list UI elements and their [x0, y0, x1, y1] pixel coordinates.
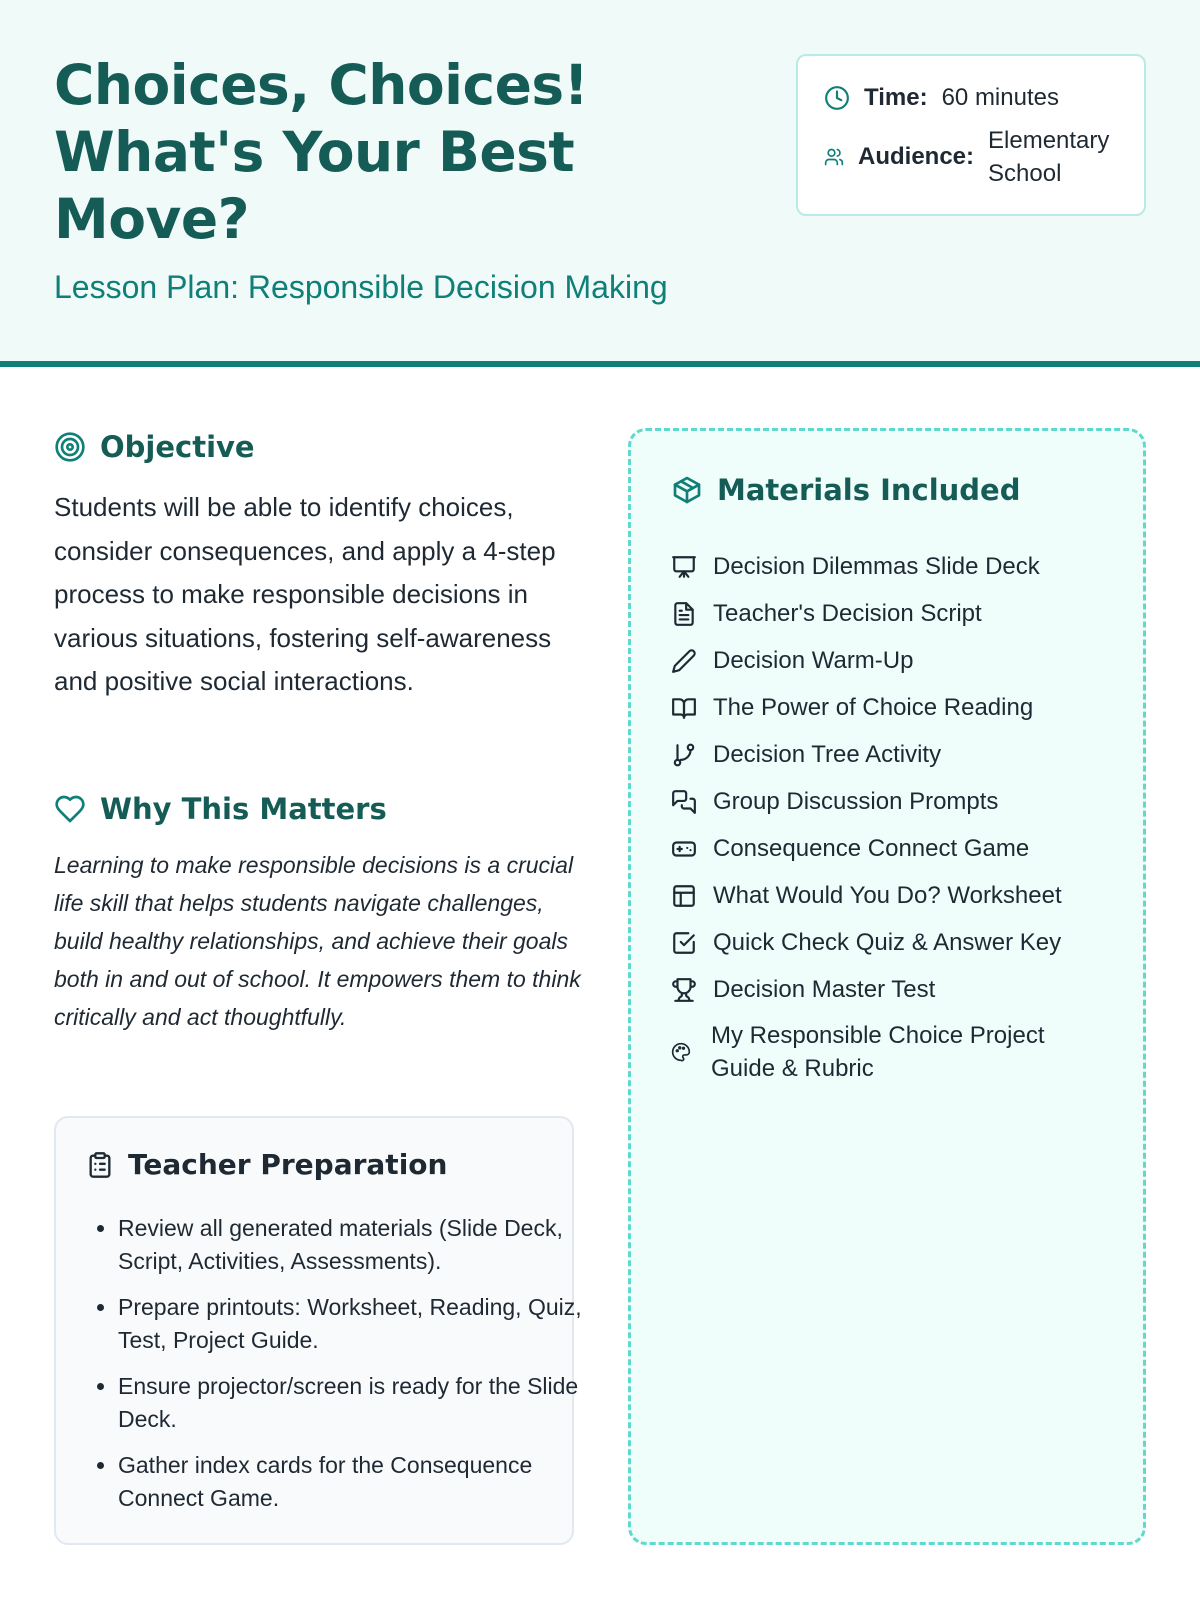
materials-panel [628, 428, 1146, 1545]
document-icon [671, 601, 697, 627]
audience-row [824, 124, 1128, 190]
material-label: Decision Master Test [713, 975, 936, 1003]
material-label: Quick Check Quiz & Answer Key [713, 928, 1062, 956]
clock-icon [824, 85, 850, 111]
material-item [671, 919, 1121, 966]
material-label: The Power of Choice Reading [713, 693, 1034, 721]
why-title: Why This Matters [100, 792, 387, 826]
materials-heading [671, 473, 1020, 507]
lesson-header [0, 0, 1200, 367]
why-heading [54, 792, 387, 826]
presentation-icon [671, 554, 697, 580]
objective-heading [54, 430, 255, 464]
material-item [671, 872, 1121, 919]
material-label: My Responsible Choice Project Guide & Rubric [711, 1022, 1045, 1082]
list-item: • Gather index cards for the Consequence Connect Game. [118, 1449, 588, 1515]
audience-label: Audience: [858, 143, 975, 170]
material-label: Decision Warm-Up [713, 646, 914, 674]
branch-icon [671, 742, 697, 768]
target-icon [54, 431, 86, 463]
material-item [671, 731, 1121, 778]
package-icon [671, 474, 703, 506]
chat-icon [671, 789, 697, 815]
clipboard-list-icon [86, 1149, 114, 1181]
objective-title: Objective [100, 430, 255, 464]
objective-text: Students will be able to identify choices, consider consequences, and apply a 4-step process to make responsible decisions in various situations, fostering self-awareness and positive social interactions. [54, 492, 556, 696]
material-item [671, 637, 1121, 684]
palette-icon [671, 1042, 691, 1062]
gamepad-icon [671, 836, 697, 862]
teacher-prep-card [54, 1116, 582, 1545]
material-item [671, 590, 1121, 637]
material-label: Decision Tree Activity [713, 740, 942, 768]
list-item: • Prepare printouts: Worksheet, Reading, Quiz, Test, Project Guide. [118, 1291, 588, 1357]
material-item [671, 966, 1121, 1013]
time-row [824, 84, 1059, 112]
material-label: Decision Dilemmas Slide Deck [713, 552, 1040, 580]
material-item [671, 543, 1121, 590]
material-item [671, 1013, 1121, 1091]
material-label: Group Discussion Prompts [713, 787, 999, 815]
trophy-icon [671, 977, 697, 1003]
list-item: • Review all generated materials (Slide Deck, Script, Activities, Assessments). [118, 1212, 588, 1278]
pencil-icon [671, 648, 697, 674]
page-subtitle: Lesson Plan: Responsible Decision Making [54, 269, 668, 305]
why-text: Learning to make responsible decisions is a crucial life skill that helps students navigate challenges, build healthy relationships, and achieve their goals both in and out of school. It empowers them to think critically and act thoughtfully. [54, 852, 581, 1030]
audience-value: Elementary School [988, 127, 1110, 187]
material-item [671, 684, 1121, 731]
prep-heading [86, 1148, 447, 1181]
material-item [671, 825, 1121, 872]
checkbox-icon [671, 930, 697, 956]
material-item [671, 778, 1121, 825]
materials-title: Materials Included [717, 473, 1021, 507]
prep-list [86, 1212, 588, 1528]
users-icon [824, 147, 844, 167]
lesson-info-card [796, 54, 1146, 216]
material-label: Teacher's Decision Script [713, 599, 982, 627]
book-icon [671, 695, 697, 721]
time-value: 60 minutes [941, 84, 1059, 111]
layout-icon [671, 883, 697, 909]
time-label: Time: [864, 84, 928, 111]
material-label: What Would You Do? Worksheet [713, 881, 1062, 909]
page-title: Choices, Choices! What's Your Best Move? [54, 53, 589, 251]
material-label: Consequence Connect Game [713, 834, 1030, 862]
list-item: • Ensure projector/screen is ready for the Slide Deck. [118, 1370, 588, 1436]
heart-icon [54, 793, 86, 825]
prep-title: Teacher Preparation [128, 1148, 448, 1181]
materials-list [671, 543, 1121, 1091]
